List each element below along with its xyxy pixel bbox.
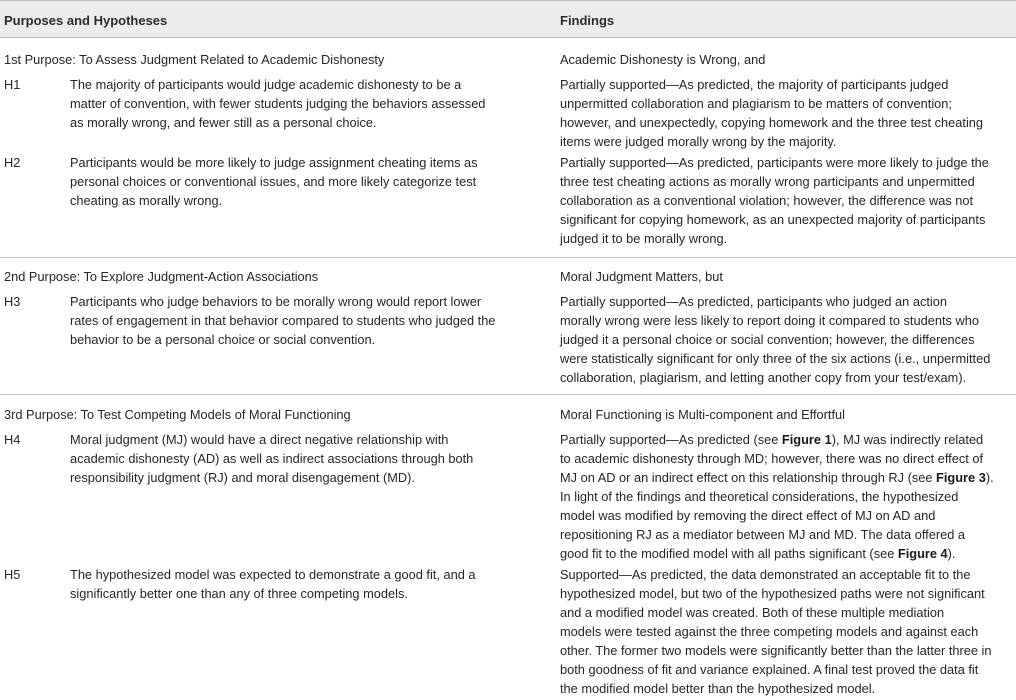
hypothesis-label: H3	[4, 294, 21, 309]
hypothesis-label: H1	[4, 77, 21, 92]
figure-reference: Figure 1	[781, 432, 832, 447]
hypothesis-text-line: as morally wrong, and fewer still as a personal choice.	[70, 115, 377, 130]
finding-text-line: both goodness of fit and variance explained. A final test proved the data fit	[560, 662, 979, 677]
finding-text-line: MJ on AD or an indirect effect on this relationship through RJ (see Figure 3).	[560, 470, 994, 485]
hypothesis-text-line: academic dishonesty (AD) as well as indirect associations through both	[70, 451, 474, 466]
table-header	[0, 0, 1016, 38]
hypothesis-text-line: Moral judgment (MJ) would have a direct negative relationship with	[70, 432, 449, 447]
hypothesis-text-line: matter of convention, with fewer students judging the behaviors assessed	[70, 96, 486, 111]
finding-text-line: In light of the findings and theoretical considerations, the hypothesized	[560, 489, 959, 504]
finding-text-line: three test cheating actions as morally wrong participants and unpermitted	[560, 174, 975, 189]
hypothesis-text-line: The hypothesized model was expected to demonstrate a good fit, and a	[70, 567, 476, 582]
finding-text-line: other. The former two models were significantly better than the latter three in	[560, 643, 992, 658]
finding-text-line: morally wrong were less likely to report doing it compared to students who	[560, 313, 979, 328]
hypothesis-text-line: personal choices or conventional issues, and more likely categorize test	[70, 174, 477, 189]
hypothesis-text-line: behavior to be a personal choice or social convention.	[70, 332, 376, 347]
hypothesis-text-line: responsibility judgment (RJ) and moral disengagement (MD).	[70, 470, 415, 485]
header-findings: Findings	[560, 13, 615, 28]
finding-text-line: and a modified model was created. Both of these multiple mediation	[560, 605, 945, 620]
hypothesis-text-line: Participants would be more likely to judge assignment cheating items as	[70, 155, 478, 170]
finding-text-line: good fit to the modified model with all paths significant (see Figure 4).	[560, 546, 956, 561]
finding-text-line: judged it a personal choice or social convention; however, the differences	[560, 332, 975, 347]
finding-text-line: Partially supported—As predicted, participants were more likely to judge the	[560, 155, 989, 170]
purpose-heading: 1st Purpose: To Assess Judgment Related to Academic Dishonesty	[4, 52, 385, 67]
finding-text-line: Partially supported—As predicted, participants who judged an action	[560, 294, 947, 309]
finding-text-line: were statistically significant for only three of the six actions (i.e., unpermitted	[560, 351, 991, 366]
finding-text-line: the modified model better than the hypothesized model.	[560, 681, 876, 696]
finding-text-line: Partially supported—As predicted (see Figure 1), MJ was indirectly related	[560, 432, 984, 447]
figure-reference: Figure 4	[897, 546, 948, 561]
finding-text-line: Supported—As predicted, the data demonstrated an acceptable fit to the	[560, 567, 971, 582]
hypothesis-label: H4	[4, 432, 21, 447]
figure-reference: Figure 3	[936, 470, 986, 485]
purpose-heading: 2nd Purpose: To Explore Judgment-Action Associations	[4, 269, 319, 284]
finding-text-line: repositioning RJ as a mediator between MJ and MD. The data offered a	[560, 527, 965, 542]
finding-heading: Academic Dishonesty is Wrong, and	[560, 52, 766, 67]
finding-text-line: collaboration, plagiarism, and letting another copy from your test/exam).	[560, 370, 967, 385]
section-divider	[0, 257, 1016, 258]
hypothesis-label: H5	[4, 567, 21, 582]
finding-heading: Moral Judgment Matters, but	[560, 269, 723, 284]
purpose-heading: 3rd Purpose: To Test Competing Models of Moral Functioning	[4, 407, 351, 422]
finding-text-line: model was modified by removing the direct effect of MJ on AD and	[560, 508, 936, 523]
hypothesis-text-line: cheating as morally wrong.	[70, 193, 223, 208]
finding-text-line: models were tested against the three competing models and against each	[560, 624, 979, 639]
finding-text-line: items were judged morally wrong by the majority.	[560, 134, 837, 149]
finding-text-line: however, and unexpectedly, copying homework and the three test cheating	[560, 115, 984, 130]
hypothesis-text-line: The majority of participants would judge academic dishonesty to be a	[70, 77, 462, 92]
hypothesis-label: H2	[4, 155, 21, 170]
finding-text-line: significant for copying homework, as an unexpected majority of participants	[560, 212, 986, 227]
hypothesis-text-line: Participants who judge behaviors to be morally wrong would report lower	[70, 294, 482, 309]
finding-heading: Moral Functioning is Multi-component and Effortful	[560, 407, 845, 422]
finding-text-line: to academic dishonesty through MD; however, there was no direct effect of	[560, 451, 983, 466]
hypothesis-text-line: significantly better one than any of three competing models.	[70, 586, 408, 601]
hypothesis-text-line: rates of engagement in that behavior compared to students who judged the	[70, 313, 496, 328]
finding-text-line: judged it to be morally wrong.	[560, 231, 728, 246]
finding-text-line: unpermitted collaboration and plagiarism to be matters of convention;	[560, 96, 952, 111]
header-purposes: Purposes and Hypotheses	[4, 13, 168, 28]
section-divider	[0, 394, 1016, 395]
finding-text-line: collaboration as a conventional violation; however, the difference was not	[560, 193, 974, 208]
finding-text-line: Partially supported—As predicted, the majority of participants judged	[560, 77, 949, 92]
finding-text-line: hypothesized model, but two of the hypothesized paths were not significant	[560, 586, 985, 601]
